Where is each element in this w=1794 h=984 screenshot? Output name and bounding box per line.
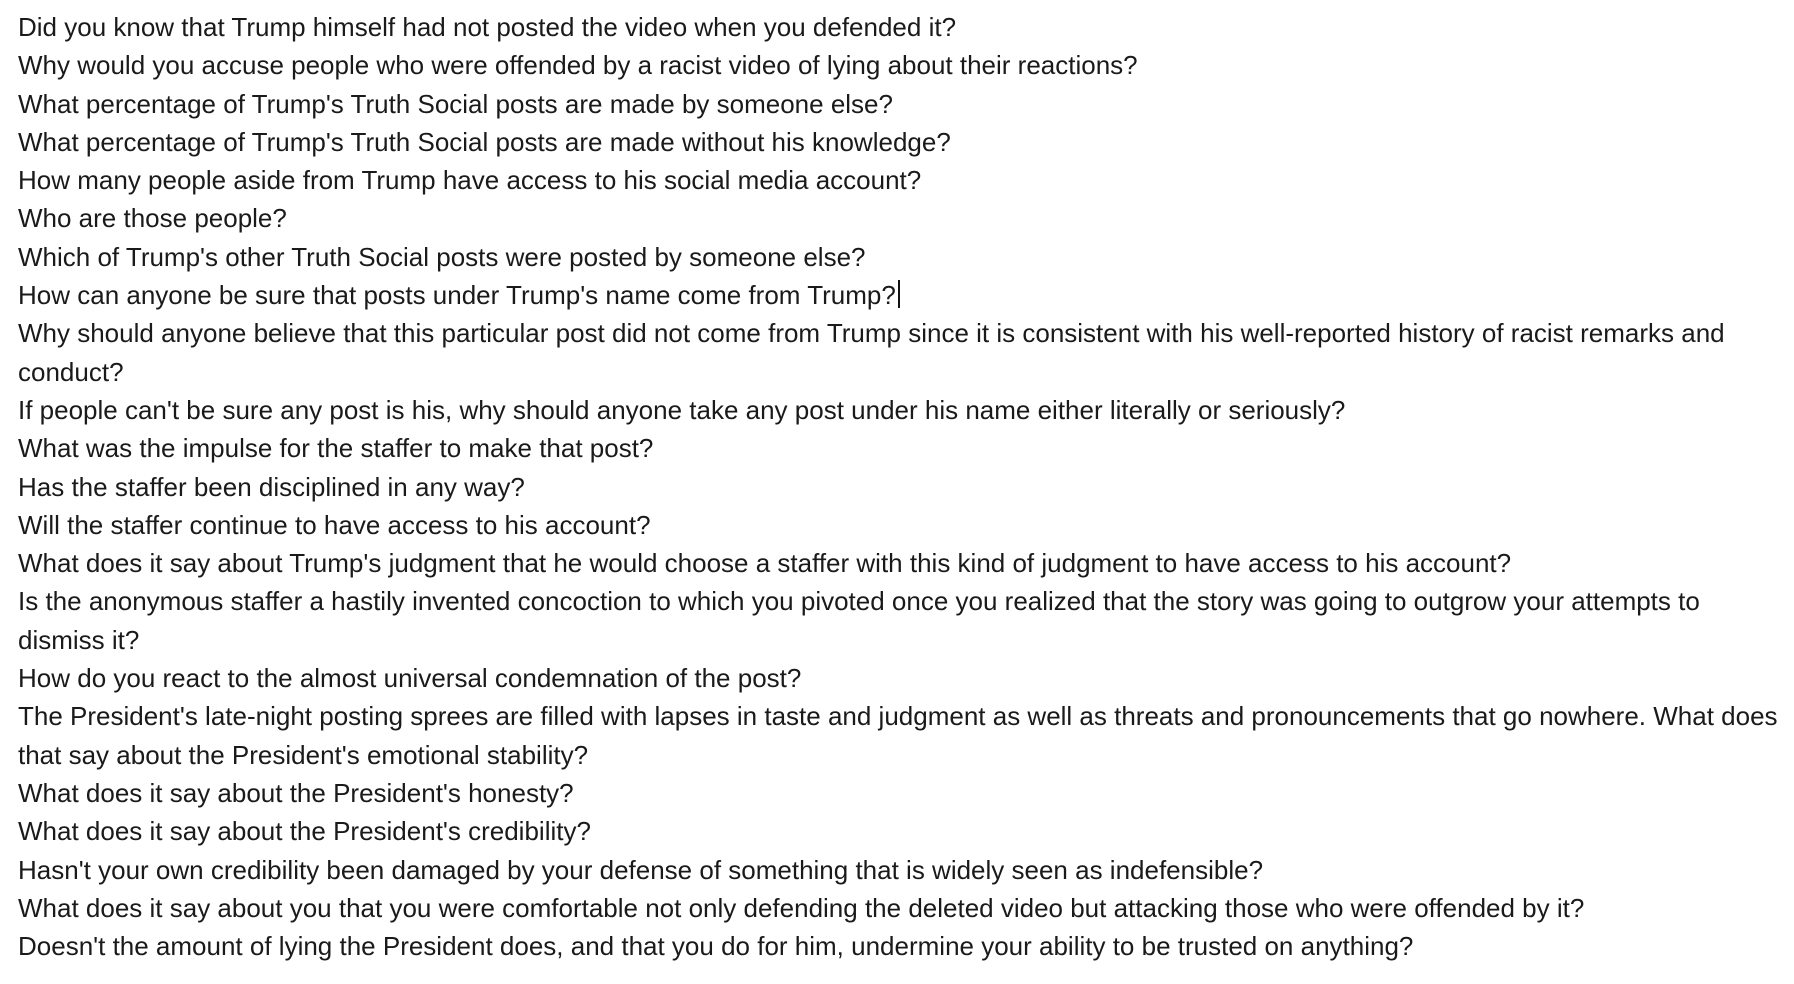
question-line: Did you know that Trump himself had not posted the video when you defended it? xyxy=(18,12,957,42)
text-cursor xyxy=(898,280,900,308)
question-line: How do you react to the almost universal condemnation of the post? xyxy=(18,663,802,694)
question-line: What percentage of Trump's Truth Social posts are made by someone else? xyxy=(18,88,893,119)
question-line: Which of Trump's other Truth Social posts were posted by someone else? xyxy=(18,241,866,272)
question-document[interactable] xyxy=(18,8,1792,965)
question-line: What does it say about Trump's judgment that he would choose a staffer with this kind of judgment to have access to his account? xyxy=(18,548,1512,579)
question-line-with-cursor xyxy=(18,276,1792,314)
question-line: Will the staffer continue to have access to his account? xyxy=(18,509,651,540)
question-line: The President's late-night posting sprees are filled with lapses in taste and judgment as well as threats and pronouncements that go nowhere. What does that say about the President's emotional stability? xyxy=(18,701,1778,770)
question-line: What percentage of Trump's Truth Social posts are made without his knowledge? xyxy=(18,126,951,157)
question-line: What does it say about the President's credibility? xyxy=(18,816,591,847)
question-line: Doesn't the amount of lying the President does, and that you do for him, undermine your ability to be trusted on anything? xyxy=(18,931,1414,962)
question-line: What was the impulse for the staffer to make that post? xyxy=(18,433,654,464)
question-line: What does it say about the President's honesty? xyxy=(18,777,574,808)
question-line: How many people aside from Trump have access to his social media account? xyxy=(18,165,922,196)
question-line: What does it say about you that you were comfortable not only defending the deleted video but attacking those who were offended by it? xyxy=(18,892,1585,923)
question-line: Has the staffer been disciplined in any way? xyxy=(18,471,525,502)
question-line: Is the anonymous staffer a hastily invented concoction to which you pivoted once you realized that the story was going to outgrow your attempts to dismiss it? xyxy=(18,586,1700,655)
question-line: Why would you accuse people who were offended by a racist video of lying about their reactions? xyxy=(18,50,1138,81)
question-line: Hasn't your own credibility been damaged by your defense of something that is widely seen as indefensible? xyxy=(18,854,1264,885)
question-line: If people can't be sure any post is his, why should anyone take any post under his name either literally or seriously? xyxy=(18,394,1346,425)
question-text: How can anyone be sure that posts under Trump's name come from Trump? xyxy=(18,280,896,311)
question-line: Who are those people? xyxy=(18,203,287,234)
question-line: Why should anyone believe that this particular post did not come from Trump since it is consistent with his well-reported history of racist remarks and conduct? xyxy=(18,318,1725,387)
